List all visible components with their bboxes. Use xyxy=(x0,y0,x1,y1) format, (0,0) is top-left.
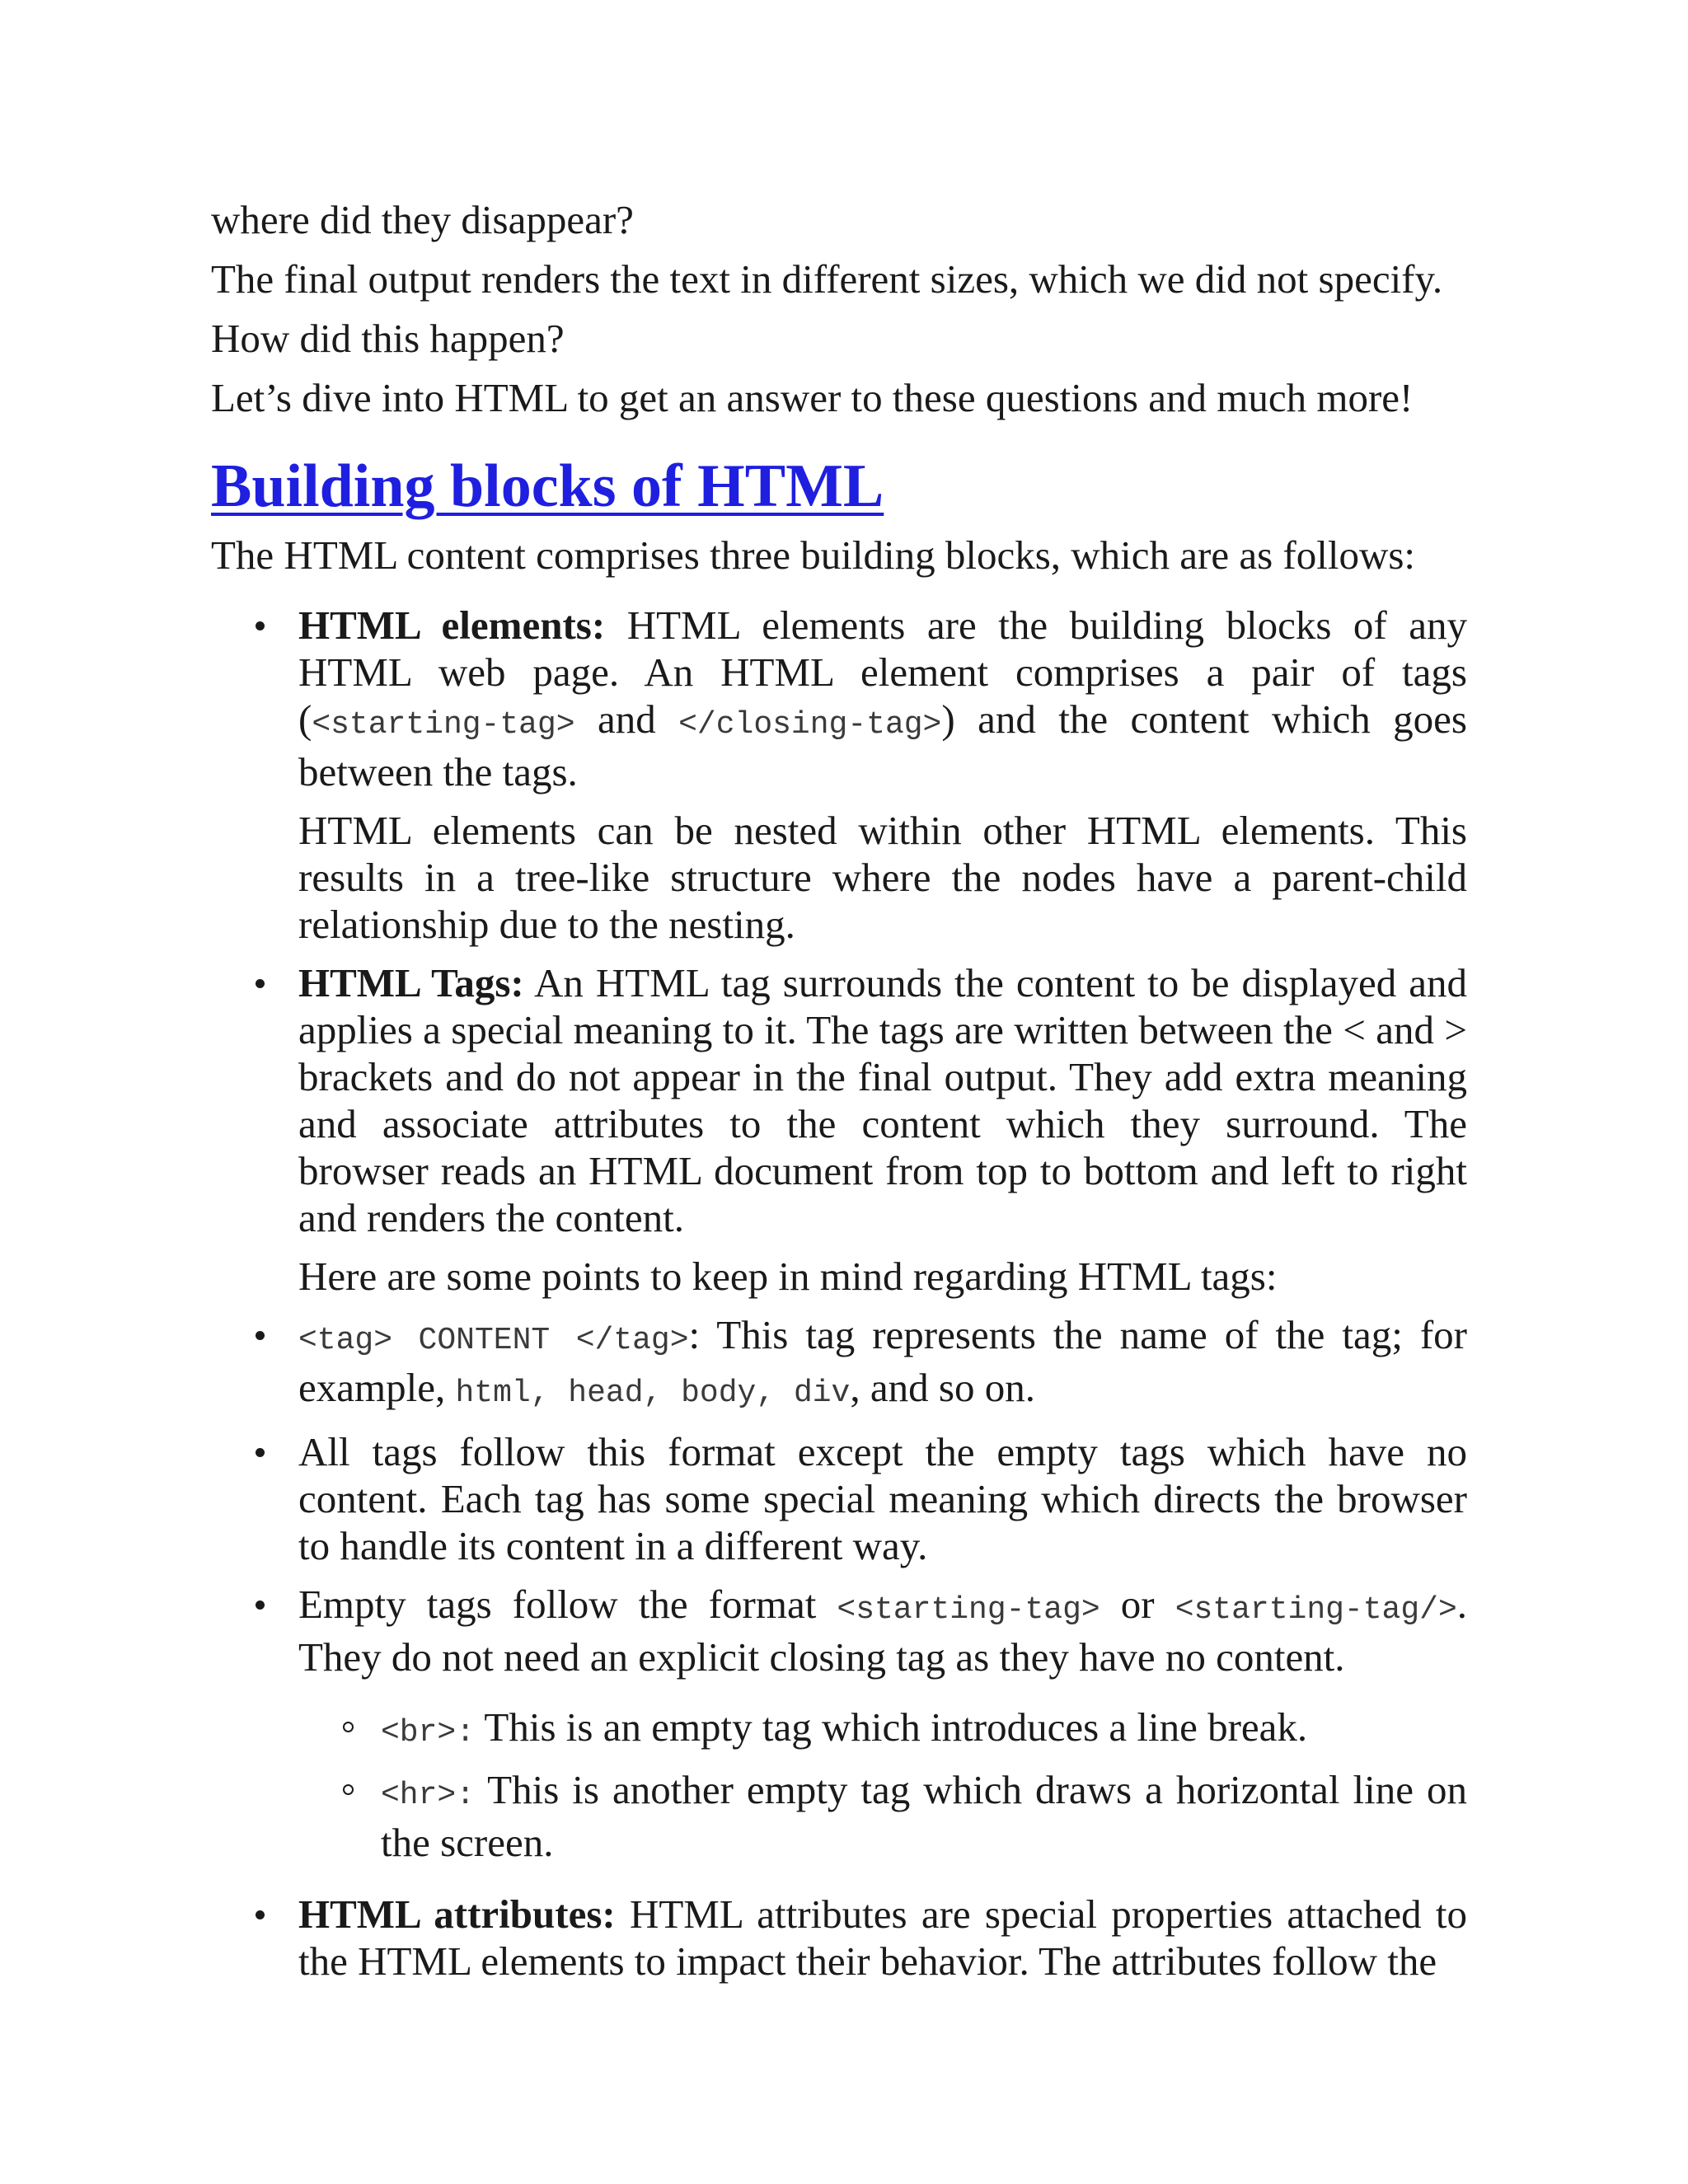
section-heading-link[interactable]: Building blocks of HTML xyxy=(211,452,884,520)
inline-code: <starting-tag> xyxy=(837,1592,1100,1628)
intro-line: where did they disappear? xyxy=(211,197,634,242)
inline-code: <starting-tag/> xyxy=(1175,1592,1457,1628)
list-item-html-elements xyxy=(298,602,1467,948)
body-text: Empty tags follow the format xyxy=(298,1582,837,1627)
sublist-item-hr xyxy=(381,1766,1467,1866)
inline-code: <br>: xyxy=(381,1715,476,1750)
body-text: . They do not need an explicit closing tag as they have no content. xyxy=(298,1582,1467,1680)
term-label: HTML attributes: xyxy=(298,1891,616,1937)
intro-line: How did this happen? xyxy=(211,316,565,361)
intro-line: The final output renders the text in different sizes, which we did not specify. xyxy=(211,256,1443,302)
inline-code: <starting-tag> xyxy=(312,707,575,743)
intro-section xyxy=(211,196,1467,421)
list-item-empty-tags xyxy=(298,1581,1467,1866)
lead-paragraph: The HTML content comprises three building blocks, which are as follows: xyxy=(211,532,1416,578)
body-text: An HTML tag surrounds the content to be displayed and applies a special meaning to it. The tags are written between the < and > brackets and do not appear in the final output. They add extra meaning and associate attributes to the content which they surround. The browser reads an HTML document from top to bottom and left to right and renders the content. xyxy=(298,960,1467,1240)
inline-code: <tag> CONTENT </tag> xyxy=(298,1323,689,1358)
body-text: or xyxy=(1100,1582,1175,1627)
nested-paragraph: HTML elements can be nested within other HTML elements. This results in a tree-like structure where the nodes have a parent-child relationship due to the nesting. xyxy=(298,808,1467,947)
inline-code: <hr>: xyxy=(381,1778,476,1813)
document-page xyxy=(211,196,1467,1996)
empty-tags-sublist xyxy=(298,1704,1467,1866)
body-text: HTML attributes are special properties attached to the HTML elements to impact their behavior. The attributes follow the xyxy=(298,1891,1467,1984)
list-item-html-attributes xyxy=(298,1891,1467,1985)
intro-line: Let’s dive into HTML to get an answer to these questions and much more! xyxy=(211,375,1414,420)
body-text: and xyxy=(574,696,679,742)
list-item-html-tags xyxy=(298,959,1467,1300)
building-blocks-list xyxy=(211,602,1467,1985)
inline-code: html, head, body, div xyxy=(455,1376,851,1411)
body-text: ) and the content which goes between the tags. xyxy=(298,696,1468,794)
nested-paragraph: Here are some points to keep in mind regarding HTML tags: xyxy=(298,1254,1278,1299)
term-label: HTML elements: xyxy=(298,602,606,648)
sublist-item-br xyxy=(381,1704,1467,1756)
body-text: : This tag represents the name of the tag; for example, xyxy=(298,1312,1467,1410)
body-text: HTML elements are the building blocks of any HTML web page. An HTML element comprises a pair of tags ( xyxy=(298,602,1468,742)
inline-code: </closing-tag> xyxy=(678,707,942,743)
body-text: , and so on. xyxy=(850,1365,1035,1410)
list-item-all-tags xyxy=(298,1428,1467,1569)
body-text: This is an empty tag which introduces a line break. xyxy=(475,1704,1308,1750)
body-text: All tags follow this format except the empty tags which have no content. Each tag has some special meaning which directs the browser to handle its content in a different way. xyxy=(298,1429,1467,1568)
term-label: HTML Tags: xyxy=(298,960,524,1005)
list-item-tag-format xyxy=(298,1311,1467,1417)
body-text: This is another empty tag which draws a horizontal line on the screen. xyxy=(381,1767,1467,1865)
